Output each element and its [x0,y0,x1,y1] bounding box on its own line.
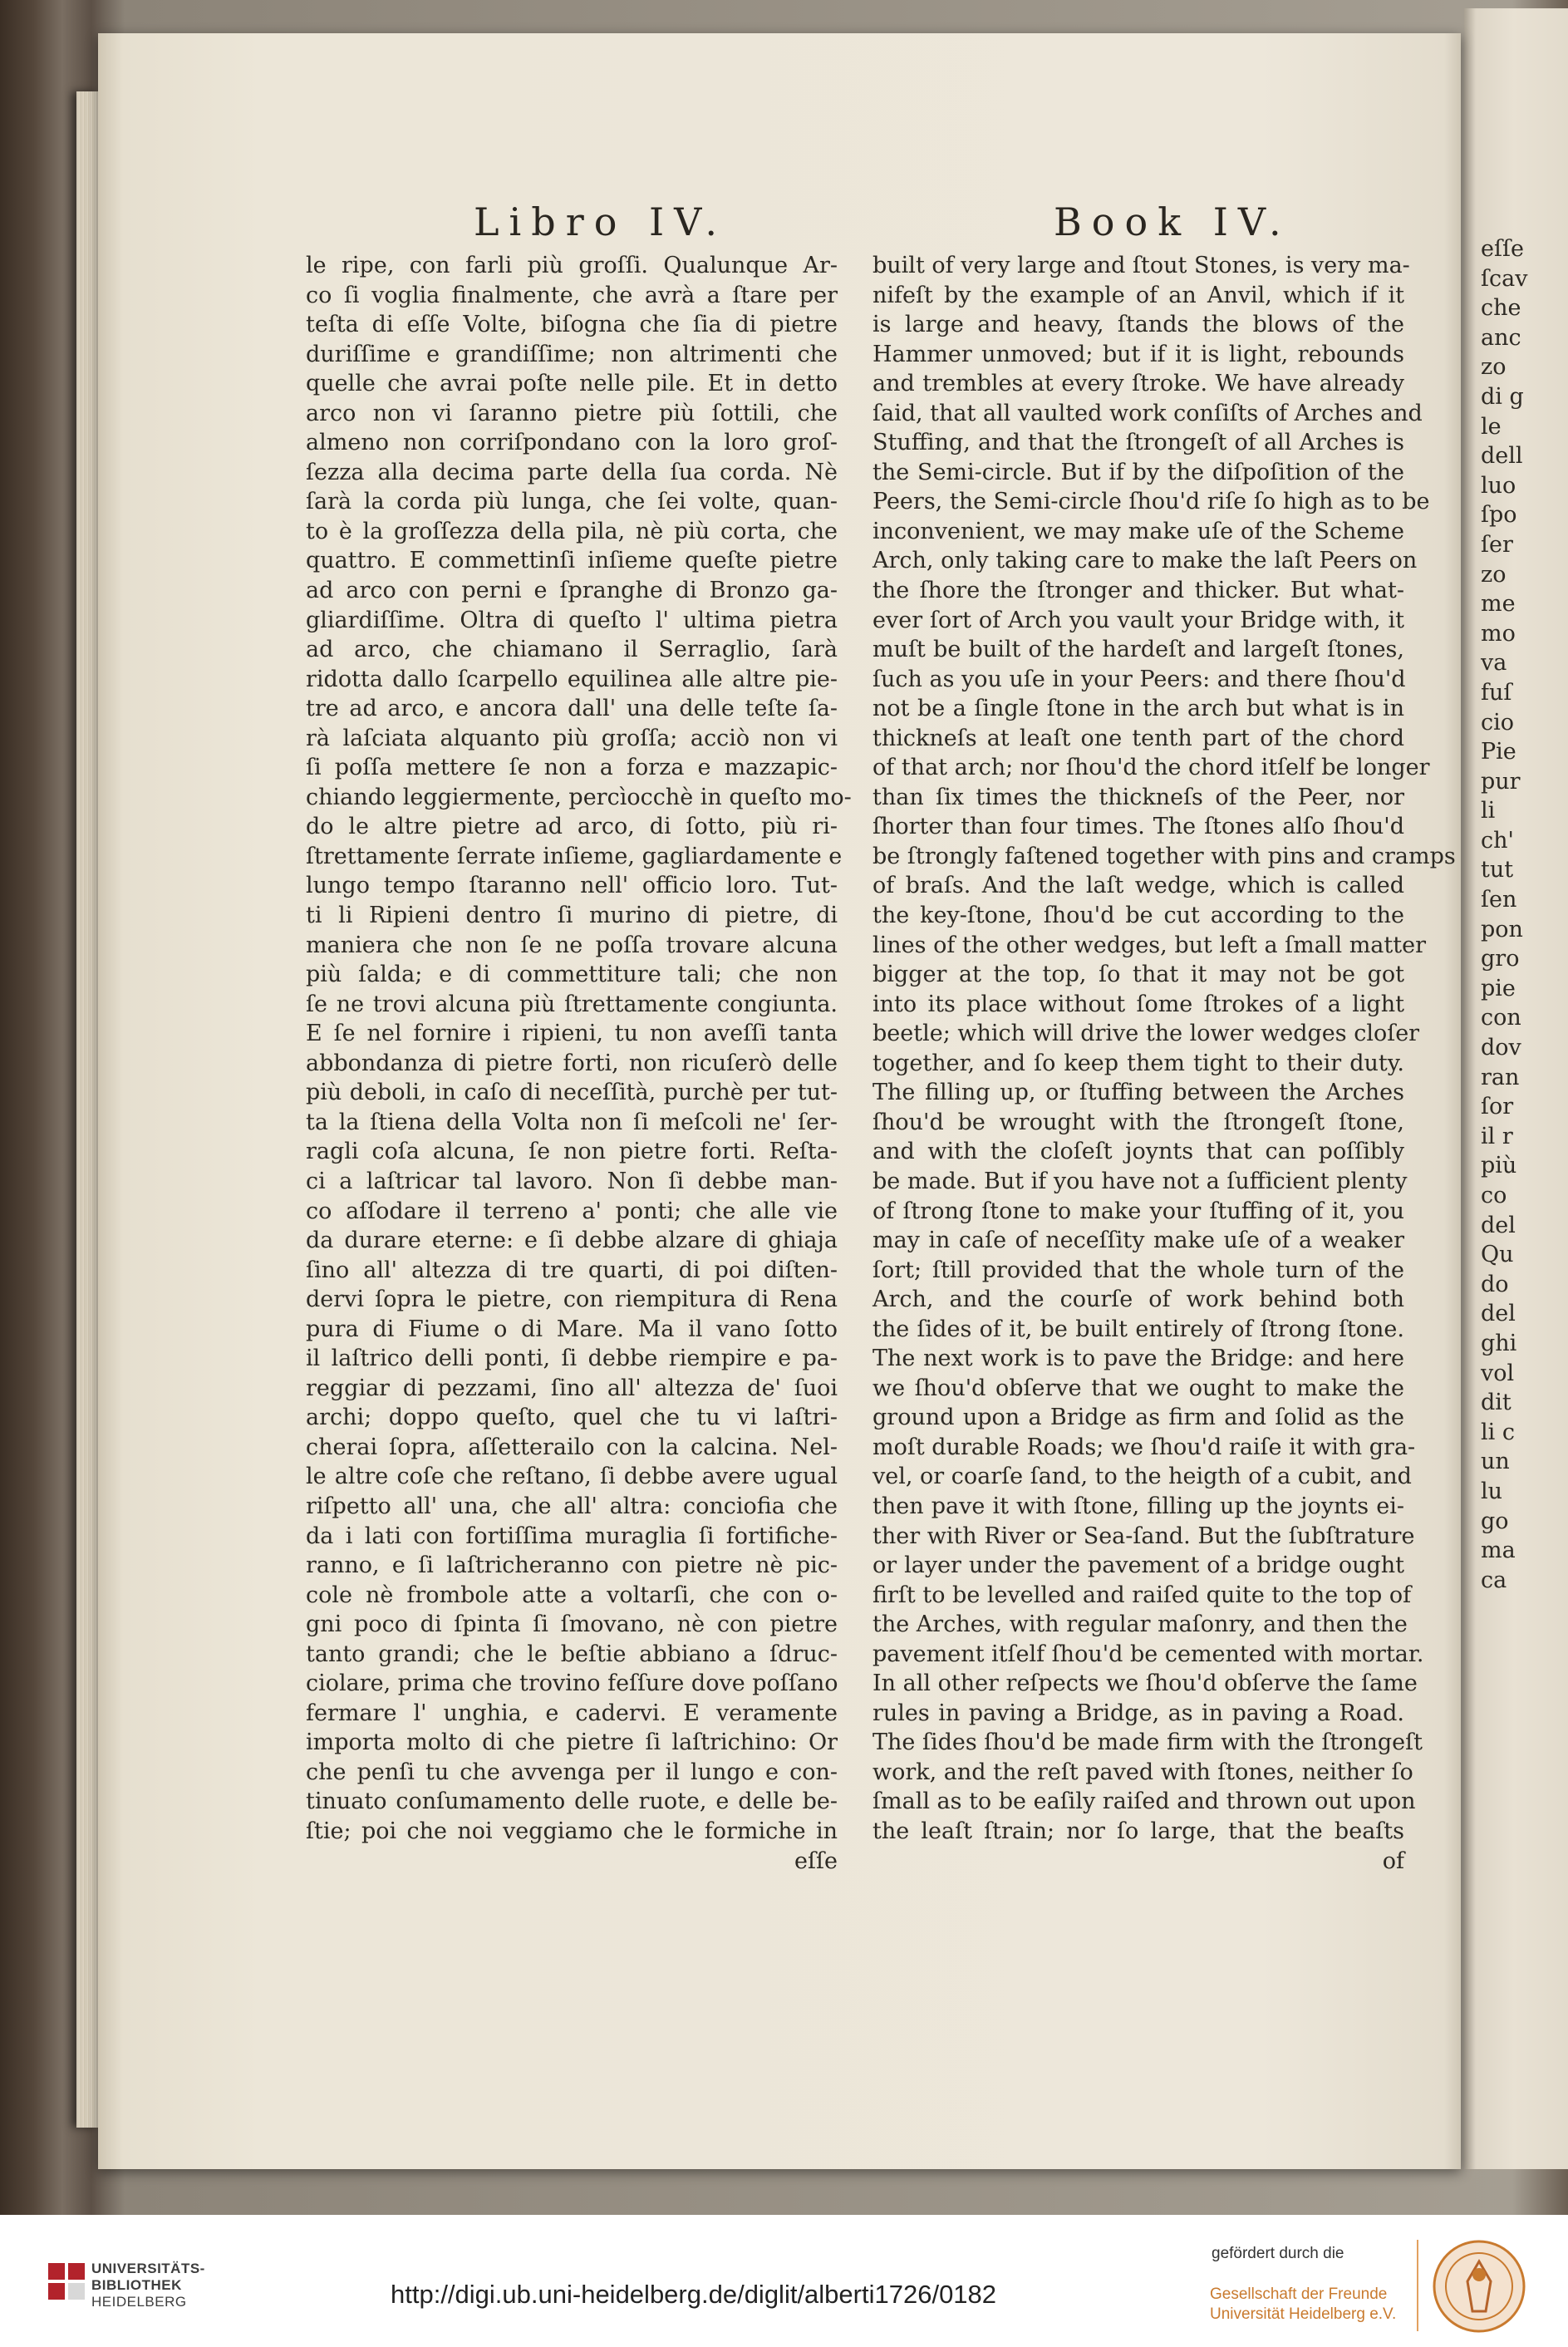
facing-page-line: più [1481,1153,1517,1179]
italian-text-line: reggiar di pezzami, ſino all' altezza de' ſuoi [306,1375,838,1401]
facing-page-line: ſer [1481,531,1513,558]
facing-page-line: di g [1481,383,1524,410]
book-page-edges [76,91,100,2128]
english-text-line: and trembles at every ſtroke. We have already [872,371,1404,397]
english-text-line: ſuch as you uſe in your Peers: and there ſhou'd [872,666,1406,692]
english-text-line: and with the cloſeſt joynts that can poſſibly [872,1139,1404,1165]
english-text-line: the ſides of it, be built entirely of ſtrong ſtone. [872,1316,1404,1342]
english-text-line: rules in paving a Bridge, as in paving a Road. [872,1700,1404,1726]
italian-text-line: più ſalda; e di commettiture tali; che non [306,962,838,988]
italian-text-line: ſe ne trovi alcuna più ſtrettamente congiunta. [306,991,838,1017]
facing-page-line: le [1481,413,1502,440]
facing-page-line: un [1481,1449,1510,1475]
facing-page-line: ſor [1481,1094,1514,1120]
italian-text-line: E ſe nel fornire i ripieni, tu non aveſſi tanta [306,1021,838,1047]
italian-text-line: da durare eterne: e ſi debbe alzare di ghiaja [306,1228,838,1254]
facing-page-line: Qu [1481,1242,1514,1268]
facing-page-line: zo [1481,354,1507,381]
italian-text-line: teſta di eſſe Volte, biſogna che ſia di pietre [306,312,838,338]
italian-text-line: cole nè frombole atte a voltarſi, che con o- [306,1582,838,1608]
italian-text-line: ridotta dallo ſcarpello equilinea alle altre pie- [306,666,838,692]
italian-text-line: gliardiſſime. Oltra di queſto l' ultima pietra [306,607,838,633]
italian-text-line: ſi poſſa mettere ſe non a forza e mazzapic- [306,755,838,781]
facing-page-line: li [1481,798,1496,824]
italian-text-line: le ripe, con farli più groſſi. Qualunque Ar- [306,253,838,278]
italian-text-line: ranno, e ſi laſtricheranno con pietre nè pic- [306,1552,838,1579]
italian-text-line: gni poco di ſpinta ſi ſmovano, nè con pietre [306,1611,838,1638]
italian-text-line: ſtie; poi che noi veggiamo che le formiche in [306,1818,838,1844]
italian-text-line: tinuato conſumamento delle ruote, e delle be- [306,1789,838,1815]
facing-page-line: che [1481,295,1521,322]
facing-page-line: dit [1481,1390,1511,1416]
english-text-line: of braſs. And the laſt wedge, which is called [872,873,1404,899]
facing-page-line: tut [1481,857,1514,883]
english-text-line: lines of the other wedges, but left a ſmall matter [872,932,1426,958]
italian-text-line: importa molto di che pietre ſi laſtrichino: Or [306,1729,838,1756]
italian-text-line: co ſi voglia finalmente, che avrà a ſtare per [306,282,838,308]
italian-text-column [306,251,852,1876]
english-text-line: of that arch; nor ſhou'd the chord itſelf be longer [872,755,1430,781]
english-text-line: Arch, and the courſe of work behind both [872,1287,1404,1313]
english-text-column [872,251,1456,1876]
english-text-line: ſhorter than four times. The ſtones alſo ſhou'd [872,814,1404,840]
facing-page-line: gro [1481,946,1520,972]
italian-text-line: tre ad arco, e ancora dall' una delle teſte ſa- [306,696,838,722]
facing-page-line: del [1481,1301,1516,1327]
facing-page-line: va [1481,650,1507,677]
facing-page-line: do [1481,1271,1509,1297]
english-text-line: we ſhou'd obſerve that we ought to make the [872,1375,1404,1401]
italian-text-line: più deboli, in caſo di neceſſità, purchè per tut- [306,1080,838,1106]
english-text-line: ſort; ſtill provided that the whole turn of the [872,1257,1404,1283]
running-head-english: Book IV. [1054,199,1291,244]
italian-text-line: cherai ſopra, aſſetterailo con la calcina. Nel- [306,1434,838,1460]
english-text-line: may in caſe of neceſſity make uſe of a weaker [872,1228,1404,1254]
italian-text-line: ciolare, prima che trovino feſſure dove poſſano [306,1670,838,1697]
italian-text-line: rà laſciata alquanto più groſſa; acciò non vi [306,725,838,751]
english-text-line: inconvenient, we may make uſe of the Scheme [872,518,1404,544]
facing-page-line: ran [1481,1064,1520,1090]
facing-page-line: eſſe [1481,236,1524,262]
english-text-line: ther with River or Sea-ſand. But the ſubſtrature [872,1523,1415,1549]
facing-page-line: ma [1481,1538,1516,1564]
english-text-line: Arch, only taking care to make the laſt Peers on [872,548,1418,574]
english-text-line: Stuffing, and that the ſtrongeſt of all Arches is [872,430,1404,456]
facing-page-line: ſen [1481,887,1517,913]
english-text-line: into its place without ſome ſtrokes of a light [872,991,1404,1017]
english-text-line: thickneſs at leaſt one tenth part of the chord [872,725,1404,751]
facing-page-line: mo [1481,620,1516,647]
italian-text-line: ſezza alla decima parte della ſua corda. Nè [306,459,838,485]
italian-text-line: fermare l' unghia, e cadervi. E veramente [306,1700,838,1726]
italian-text-line: tanto grandi; che le beſtie abbiano a ſdruc- [306,1641,838,1667]
english-text-line: ſaid, that all vaulted work conſiſts of Arches and [872,400,1423,426]
facing-page-line: ch' [1481,827,1514,854]
english-text-line: is large and heavy, ſtands the blows of the [872,312,1404,338]
english-text-line: the key-ſtone, ſhou'd be cut according to the [872,903,1404,929]
facing-page-line: li c [1481,1419,1515,1445]
english-text-line: vel, or coarſe ſand, to the heigth of a cubit, and [872,1464,1412,1490]
italian-text-line: ragli coſa alcuna, ſe non pietre forti. Reſta- [306,1139,838,1165]
facing-page-line: zo [1481,561,1507,588]
italian-text-line: riſpetto all' una, che all' altra: conciofia che [306,1493,838,1519]
italian-text-line: quelle che avrai poſte nelle pile. Et in detto [306,371,838,397]
english-text-line: ſmall as to be eaſily raiſed and thrown out upon [872,1789,1416,1815]
english-text-line: beetle; which will drive the lower wedges cloſer [872,1021,1420,1047]
facing-page-line: lu [1481,1478,1503,1504]
italian-text-line: ad arco, che chiamano il Serraglio, ſarà [306,637,838,663]
italian-text-line: dervi ſopra le pietre, con riempitura di Rena [306,1287,838,1313]
italian-text-line: ſino all' altezza di tre quarti, di poi diſten- [306,1257,838,1283]
english-text-line: work, and the reſt paved with ſtones, neither ſo [872,1759,1413,1785]
english-text-line: firſt to be levelled and raiſed quite to the top of [872,1582,1412,1608]
facing-page-line: ghi [1481,1330,1517,1356]
facing-page-line: il r [1481,1123,1513,1149]
english-text-line: be ſtrongly faſtened together with pins and cramps [872,843,1456,869]
english-text-line: the leaſt ſtrain; nor ſo large, that the beaſts [872,1818,1404,1844]
facing-page-line: vol [1481,1360,1515,1386]
italian-text-line: ta la ſtiena della Volta non ſi meſcoli ne' ſer- [306,1109,838,1135]
italian-text-line: pura di Fiume o di Mare. Ma il vano ſotto [306,1316,838,1342]
facing-page-line: Pie [1481,739,1516,765]
english-text-line: pavement itſelf ſhou'd be cemented with mortar. [872,1641,1424,1667]
english-text-line: then pave it with ſtone, filling up the joynts ei- [872,1493,1404,1519]
italian-text-line: co aſſodare il terreno a' ponti; che alle vie [306,1198,838,1224]
english-text-line: built of very large and ſtout Stones, is very ma- [872,253,1410,278]
english-text-line: The filling up, or ſtuffing between the Arches [872,1080,1404,1106]
facing-page-line: pon [1481,916,1523,942]
english-text-line: bigger at the top, ſo that it may not be got [872,962,1404,988]
facing-page-fragment [1464,8,1568,2169]
facing-page-text [1464,8,1568,1595]
english-text-line: ground upon a Bridge as firm and ſolid as the [872,1405,1404,1431]
english-text-line: the Arches, with regular maſonry, and then the [872,1611,1408,1638]
english-text-line: In all other reſpects we ſhou'd obſerve the ſame [872,1670,1418,1697]
english-text-line: be made. But if you have not a ſufficient plenty [872,1168,1408,1194]
italian-text-line: lungo tempo ſtaranno nell' officio loro. Tut- [306,873,838,899]
sponsor-name-line: Gesellschaft der Freunde [1210,2285,1388,2303]
facing-page-line: ſpo [1481,502,1517,529]
italian-text-line: eſſe [794,1848,838,1874]
english-text-line: together, and ſo keep them tight to their duty. [872,1050,1404,1076]
supported-by-label: gefördert durch die [1212,2245,1344,2262]
footer-divider [1417,2240,1418,2331]
italian-text-line: ſtrettamente ſerrate inſieme, gagliardamente e [306,843,843,869]
english-text-line: of [1382,1848,1404,1874]
facing-page-line: luo [1481,472,1516,499]
facing-page-line: ca [1481,1567,1507,1593]
italian-text-line: almeno non corriſpondano con la loro groſ- [306,430,838,456]
facing-page-line: anc [1481,324,1521,351]
permalink-url[interactable]: http://digi.ub.uni-heidelberg.de/diglit/alberti1726/0182 [391,2280,997,2309]
english-text-line: nifeſt by the example of an Anvil, which if it [872,282,1404,308]
italian-text-line: ſarà la corda più lunga, che ſei volte, quan- [306,489,838,515]
italian-text-line: che penſi tu che avvenga per il lungo e con- [306,1759,838,1785]
italian-text-line: quattro. E commettinſi inſieme queſte pietre [306,548,838,574]
italian-text-line: archi; doppo queſto, quel che tu vi laſtri- [306,1405,838,1431]
english-text-line: ſhou'd be wrought with the ſtrongeſt ſtone, [872,1109,1404,1135]
facing-page-line: con [1481,1005,1521,1031]
english-text-line: the ſhore the ſtronger and thicker. But what- [872,578,1404,604]
english-text-line: ever ſort of Arch you vault your Bridge with, it [872,607,1404,633]
library-name [91,2261,205,2310]
italian-text-line: abbondanza di pietre forti, non ricuſerò delle [306,1050,838,1076]
facing-page-line: dov [1481,1035,1521,1061]
facing-page-line: dell [1481,443,1523,470]
italian-text-line: le altre coſe che reſtano, ſi debbe avere ugual [306,1464,838,1490]
english-text-line: muſt be built of the hardeſt and largeſt ſtones, [872,637,1404,663]
italian-text-line: ci a laſtricar tal lavoro. Non ſi debbe man- [306,1168,838,1194]
english-text-line: Peers, the Semi-circle ſhou'd riſe ſo high as to be [872,489,1430,515]
english-text-line: The next work is to pave the Bridge: and here [872,1346,1404,1372]
italian-text-line: ti li Ripieni dentro ſi murino di pietre, di [306,903,838,929]
facing-page-line: pur [1481,768,1521,795]
university-seal-icon [1433,2240,1526,2333]
english-text-line: the Semi-circle. But if by the diſpoſition of the [872,459,1404,485]
italian-text-line: da i lati con fortiſſima muraglia ſi fortifiche- [306,1523,838,1549]
sponsor-name-line: Universität Heidelberg e.V. [1210,2305,1397,2323]
facing-page-line: ſcav [1481,265,1528,292]
running-head-italian: Libro IV. [474,199,727,244]
english-text-line: than ſix times the thickneſs of the Peer, nor [872,784,1404,810]
english-text-line: or layer under the pavement of a bridge ought [872,1552,1404,1579]
italian-text-line: il laſtrico delli ponti, ſi debbe riempire e pa- [306,1346,838,1372]
italian-text-line: arco non vi ſaranno pietre più ſottili, che [306,400,838,426]
library-name-line: UNIVERSITÄTS- [91,2261,205,2276]
english-text-line: of ſtrong ſtone to make your ſtuffing of it, you [872,1198,1404,1224]
library-name-line: HEIDELBERG [91,2294,187,2310]
sponsor-name [1210,2285,1396,2325]
university-library-logo-icon [48,2263,86,2301]
facing-page-line: me [1481,591,1516,618]
facing-page-line: co [1481,1183,1507,1208]
english-text-line: Hammer unmoved; but if it is light, rebounds [872,341,1404,367]
italian-text-line: duriſſime e grandiſſime; non altrimenti che [306,341,838,367]
english-text-line: not be a ſingle ſtone in the arch but what is in [872,696,1404,722]
english-text-line: The ſides ſhou'd be made firm with the ſtrongeſt [872,1729,1423,1756]
italian-text-line: chiando leggiermente, percìocchè in queſto mo- [306,784,852,810]
italian-text-line: do le altre pietre ad arco, di ſotto, più ri- [306,814,838,840]
library-name-line: BIBLIOTHEK [91,2277,182,2293]
facing-page-line: go [1481,1508,1509,1534]
italian-text-line: maniera che non ſe ne poſſa trovare alcuna [306,932,838,958]
facing-page-line: del [1481,1212,1516,1238]
italian-text-line: to è la groſſezza della pila, nè più corta, che [306,518,838,544]
facing-page-line: pie [1481,975,1516,1001]
english-text-line: moſt durable Roads; we ſhou'd raiſe it with gra- [872,1434,1416,1460]
facing-page-line: cio [1481,709,1515,736]
italian-text-line: ad arco con perni e ſpranghe di Bronzo ga- [306,578,838,604]
digitization-footer [0,2215,1568,2347]
facing-page-line: fuſ [1481,679,1512,706]
